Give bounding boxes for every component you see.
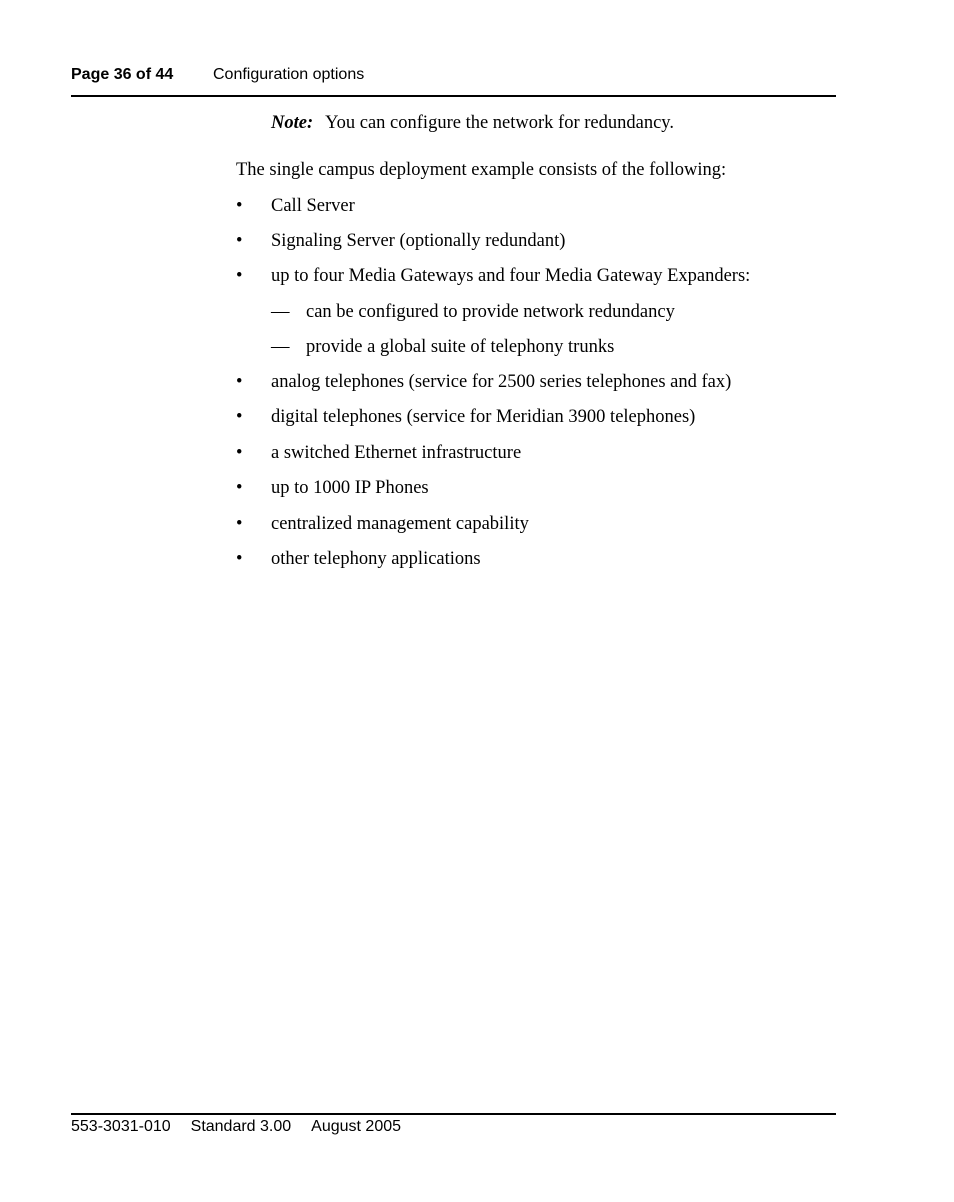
- bullet-marker: •: [236, 231, 243, 251]
- bullet-marker: •: [236, 514, 243, 534]
- footer-rule: [71, 1113, 836, 1115]
- list-item-text: centralized management capability: [271, 514, 529, 534]
- bullet-marker: •: [236, 266, 243, 286]
- page-footer: [71, 1118, 401, 1136]
- list-item-text: up to 1000 IP Phones: [271, 478, 429, 498]
- page-header: [71, 66, 365, 84]
- list-item-text: other telephony applications: [271, 549, 481, 569]
- publication-date: August 2005: [311, 1118, 402, 1135]
- bullet-marker: •: [236, 372, 243, 392]
- list-item-text: a switched Ethernet infrastructure: [271, 443, 522, 463]
- note-text: You can configure the network for redundancy.: [325, 113, 674, 133]
- document-number: 553-3031-010: [71, 1118, 171, 1135]
- bullet-marker: •: [236, 407, 243, 427]
- list-item-text: up to four Media Gateways and four Media Gateway Expanders:: [271, 266, 751, 286]
- standard-version: Standard 3.00: [190, 1118, 292, 1135]
- bullet-marker: •: [236, 478, 243, 498]
- bullet-marker: •: [236, 196, 243, 216]
- bullet-marker: •: [236, 443, 243, 463]
- sub-list-item-text: can be configured to provide network redundancy: [306, 302, 675, 322]
- note-label: Note:: [271, 113, 314, 133]
- list-item-text: digital telephones (service for Meridian 3900 telephones): [271, 407, 696, 427]
- bullet-marker: •: [236, 549, 243, 569]
- sub-list-item-text: provide a global suite of telephony trunks: [306, 337, 615, 357]
- list-item-text: Signaling Server (optionally redundant): [271, 231, 566, 251]
- intro-paragraph: The single campus deployment example consists of the following:: [236, 160, 727, 180]
- list-item-text: analog telephones (service for 2500 series telephones and fax): [271, 372, 732, 392]
- note: [271, 114, 674, 133]
- page-number: Page 36 of 44: [71, 66, 174, 83]
- list-item-text: Call Server: [271, 196, 355, 216]
- header-rule: [71, 95, 836, 97]
- section-title: Configuration options: [213, 66, 365, 83]
- dash-marker: —: [271, 337, 290, 357]
- dash-marker: —: [271, 302, 290, 322]
